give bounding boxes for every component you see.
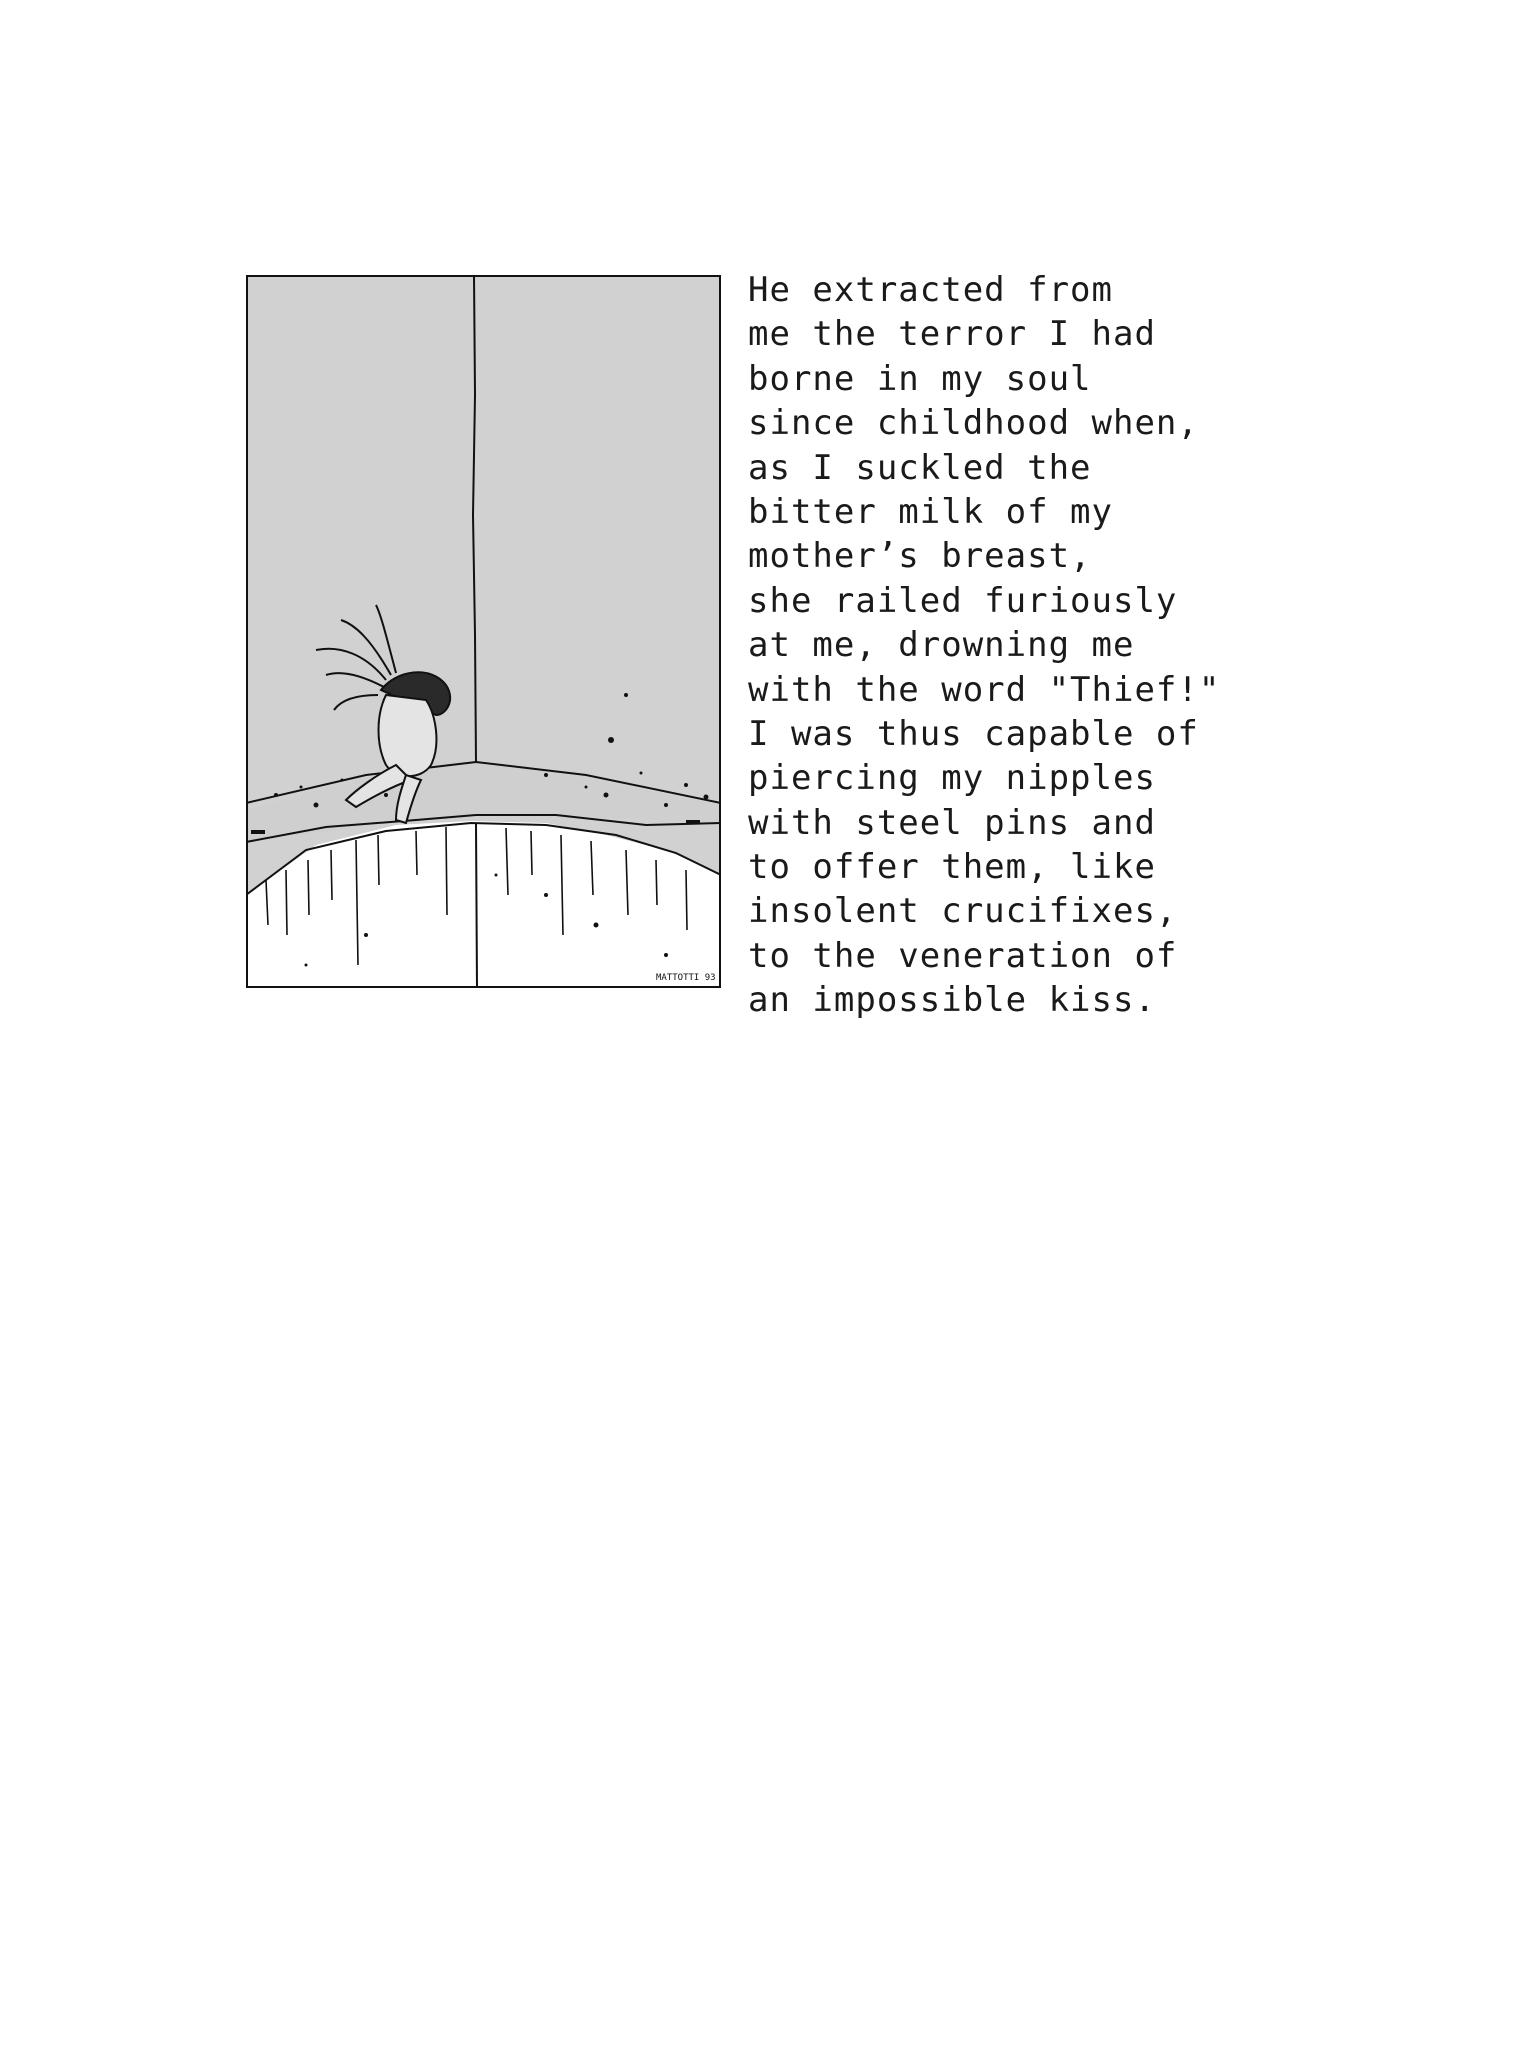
caption-line: with steel pins and — [748, 802, 1156, 843]
panel-illustration — [246, 275, 721, 988]
caption-line: to the veneration of — [748, 935, 1178, 976]
caption-line: at me, drowning me — [748, 625, 1135, 666]
caption-line: borne in my soul — [748, 358, 1092, 399]
caption-line: I was thus capable of — [748, 713, 1199, 754]
caption-line: with the word "Thief!" — [748, 669, 1221, 710]
caption-line: to offer them, like — [748, 847, 1156, 888]
comic-panel — [246, 275, 721, 988]
caption-line: me the terror I had — [748, 314, 1156, 355]
caption-text — [748, 268, 1308, 1023]
caption-line: bitter milk of my — [748, 491, 1113, 532]
caption-line: piercing my nipples — [748, 758, 1156, 799]
caption-line: since childhood when, — [748, 403, 1199, 444]
caption-line: an impossible kiss. — [748, 980, 1156, 1021]
artist-signature: MATTOTTI 93 — [656, 973, 716, 983]
caption-line: as I suckled the — [748, 447, 1092, 488]
caption-line: she railed furiously — [748, 580, 1178, 621]
caption-line: insolent crucifixes, — [748, 891, 1178, 932]
caption-line: mother’s breast, — [748, 536, 1092, 577]
caption-line: He extracted from — [748, 270, 1113, 310]
